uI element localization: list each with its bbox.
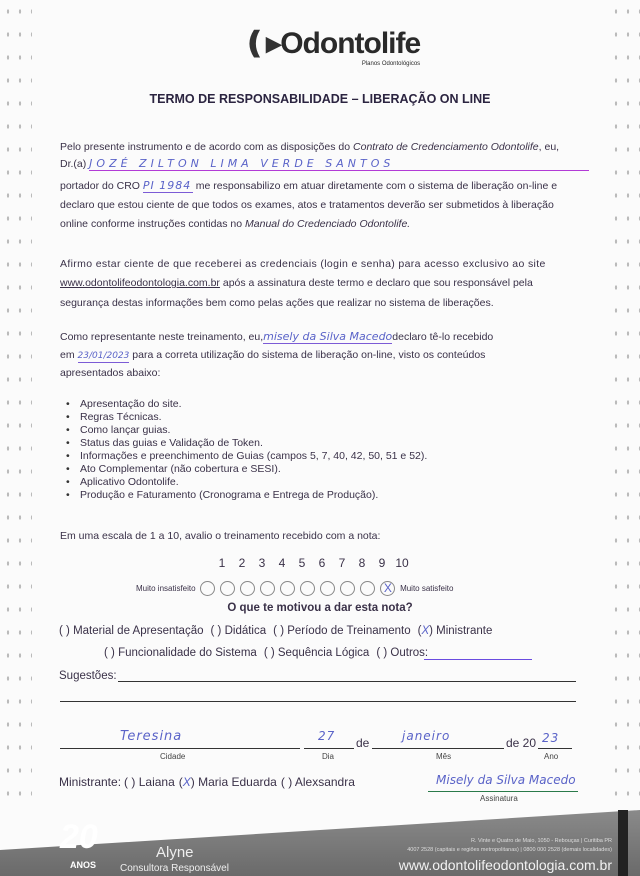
document-title: TERMO DE RESPONSABILIDADE – LIBERAÇÃO ON LINE: [149, 92, 491, 106]
side-strip: [618, 810, 628, 876]
checkbox[interactable]: (: [59, 625, 63, 637]
check-mark-icon: X: [182, 775, 191, 789]
rating-number: 10: [395, 556, 409, 570]
representative-name-field[interactable]: misely da Silva Macedo: [263, 330, 393, 343]
text: Pelo presente instrumento e de acordo com as disposições do: [60, 141, 354, 153]
text: para a correta utilização do sistema de liberação on-line, visto os conteúdos: [129, 349, 486, 361]
signature: Misely da Silva Macedo: [436, 773, 576, 787]
checkbox-close: ): [111, 647, 119, 659]
option-label: Maria Eduarda: [198, 775, 277, 789]
checkbox-close: ): [131, 775, 139, 789]
city-field[interactable]: Teresina: [120, 729, 183, 744]
motivation-question: O que te motivou a dar esta nota?: [227, 602, 413, 614]
p3-line1: [60, 331, 493, 344]
month-line: [372, 748, 504, 749]
rating-option-4[interactable]: [260, 581, 275, 596]
cro-field[interactable]: PI 1984: [142, 179, 192, 192]
list-item: • Aplicativo Odontolife.: [66, 476, 427, 489]
list-item: • Como lançar guias.: [66, 424, 427, 437]
rating-number: 2: [238, 556, 246, 570]
year-label: Ano: [544, 752, 559, 761]
p1-line4: declaro que estou ciente de que todos os exames, atos e tratamentos deverão ser submetidos à liberação: [60, 199, 554, 211]
checkbox-close: ): [280, 625, 288, 637]
checkbox-close: ): [217, 625, 225, 637]
rating-option-5[interactable]: [280, 581, 295, 596]
checkbox[interactable]: (: [273, 625, 277, 637]
text: portador do CRO: [60, 180, 143, 192]
checkbox-close: ): [66, 625, 74, 637]
month-label: Mês: [436, 752, 452, 761]
phones: 4007 2528 (capitais e regiões metropolitanas) | 0800 000 2528 (demais localidades): [407, 847, 612, 853]
option-label: Sequência Lógica: [277, 647, 370, 659]
option-label: Laiana: [138, 775, 175, 789]
checkbox-close: ): [190, 775, 199, 789]
option-label: Funcionalidade do Sistema: [118, 647, 257, 659]
text: de: [356, 736, 370, 750]
rating-option-6[interactable]: [300, 581, 315, 596]
month-field[interactable]: janeiro: [402, 729, 451, 743]
p2-line1: Afirmo estar ciente de que receberei as credenciais (login e senha) para acesso exclusivo ao site: [60, 258, 546, 270]
rating-scale-numbers: [212, 556, 412, 570]
list-item: • Regras Técnicas.: [66, 411, 427, 424]
footer-banner: [0, 810, 640, 876]
option-label: Ministrante: [436, 625, 493, 637]
text: Contrato de Credenciamento Odontolife: [353, 141, 539, 153]
rating-number: 5: [298, 556, 306, 570]
suggestions-label: Sugestões:: [59, 670, 117, 682]
consultant-role: Consultora Responsável: [120, 863, 229, 874]
rating-number: 1: [218, 556, 226, 570]
text: Como representante neste treinamento, eu,: [60, 331, 264, 343]
day-line: [304, 748, 354, 749]
motivation-option[interactable]: [104, 647, 257, 659]
option-label: Material de Apresentação: [73, 625, 204, 637]
checkbox[interactable]: (: [376, 647, 381, 659]
high-label: Muito satisfeito: [400, 584, 454, 593]
rating-row: [136, 580, 453, 597]
rating-option-9[interactable]: [360, 581, 375, 596]
low-label: Muito insatisfeito: [136, 584, 196, 593]
dentist-name-field[interactable]: JOZÉ ZILTON LIMA VERDE SANTOS: [89, 158, 589, 171]
ministrante-option[interactable]: [179, 775, 277, 789]
motivation-option[interactable]: [211, 625, 267, 637]
training-date-field[interactable]: 23/01/2023: [77, 351, 130, 361]
list-item: • Informações e preenchimento de Guias (campos 5, 7, 40, 42, 50, 51 e 52).: [66, 450, 427, 463]
checkbox-close: ): [288, 775, 295, 789]
year-field[interactable]: 23: [542, 731, 560, 745]
city-label: Cidade: [160, 752, 186, 761]
checkbox[interactable]: (: [104, 647, 108, 659]
rating-prompt: Em uma escala de 1 a 10, avalio o treinamento recebido com a nota:: [60, 530, 381, 542]
logo-tagline: Planos Odontológicos: [361, 61, 421, 67]
rating-option-3[interactable]: [240, 581, 255, 596]
text: Manual do Credenciado Odontolife.: [245, 218, 411, 230]
text: declaro tê-lo recebido: [392, 331, 494, 343]
checkbox-close: ): [383, 647, 391, 659]
checkbox[interactable]: (: [417, 625, 422, 637]
border-dots-left: [2, 0, 32, 810]
odontolife-logo: [242, 28, 420, 68]
logo-icon: ❪▸: [242, 27, 281, 60]
motivation-option[interactable]: [273, 625, 410, 637]
checkbox-close: ): [270, 647, 278, 659]
text: , eu,: [538, 141, 560, 153]
rating-option-7[interactable]: [320, 581, 335, 596]
signature-label: Assinatura: [480, 794, 518, 803]
text: após a assinatura deste termo e declaro que sou responsável pela: [219, 277, 533, 289]
border-dots-right: [610, 0, 640, 810]
year-line: [538, 748, 572, 749]
p3-line3: apresentados abaixo:: [60, 367, 161, 379]
check-mark-icon: X: [383, 581, 392, 596]
p1-line1: [60, 141, 559, 153]
motivation-option[interactable]: [418, 625, 493, 637]
ministrante-option[interactable]: [281, 775, 355, 789]
option-label: Alexsandra: [294, 775, 355, 789]
rating-option-1[interactable]: [200, 581, 215, 596]
site-link[interactable]: www.odontolifeodontologia.com.br: [60, 277, 220, 289]
ministrante-row: [59, 775, 359, 789]
anniversary-badge: 20: [60, 818, 98, 856]
p2-line2: [60, 277, 533, 289]
footer-website[interactable]: www.odontolifeodontologia.com.br: [398, 857, 612, 873]
address: R. Vinte e Quatro de Maio, 1050 - Rebouças | Curitiba PR: [470, 838, 612, 844]
rating-number: 4: [278, 556, 286, 570]
signature-line: [428, 791, 578, 792]
logo-text: Odontolife: [280, 27, 421, 60]
rating-option-10[interactable]: [380, 581, 395, 596]
text: em: [60, 349, 78, 361]
p1-line2: [60, 158, 589, 171]
topics-list: [66, 398, 427, 502]
check-mark-icon: X: [421, 625, 430, 637]
others-line: [424, 659, 532, 660]
rating-option-2[interactable]: [220, 581, 235, 596]
rating-circles: [198, 581, 398, 596]
checkbox[interactable]: (: [263, 647, 268, 659]
rating-number: 6: [318, 556, 326, 570]
motivation-options-row1: [59, 625, 499, 637]
rating-number: 9: [378, 556, 386, 570]
option-label: Didática: [224, 625, 267, 637]
checkbox-close: ): [429, 625, 437, 637]
day-field[interactable]: 27: [318, 729, 336, 743]
consultant-name: Alyne: [156, 844, 194, 861]
anniversary-sub: ANOS: [70, 860, 97, 870]
checkbox[interactable]: (: [280, 775, 285, 789]
city-line: [60, 748, 300, 749]
list-item: • Apresentação do site.: [66, 398, 427, 411]
list-item: • Ato Complementar (não cobertura e SESI).: [66, 463, 427, 476]
list-item: • Status das guias e Validação de Token.: [66, 437, 427, 450]
motivation-option[interactable]: [376, 647, 428, 659]
suggestions-line-1[interactable]: [118, 681, 576, 682]
day-label: Dia: [322, 752, 335, 761]
motivation-options-row2: [104, 647, 435, 659]
rating-number: 3: [258, 556, 266, 570]
p1-line5: [60, 218, 410, 230]
text: de 20: [506, 736, 537, 750]
text: me responsabilizo em atuar diretamente com o sistema de liberação on-line e: [192, 180, 558, 192]
rating-number: 7: [338, 556, 346, 570]
rating-option-8[interactable]: [340, 581, 355, 596]
ministrante-label: Ministrante:: [59, 775, 122, 789]
option-label: Outros:: [390, 647, 429, 659]
checkbox[interactable]: (: [178, 775, 183, 789]
p3-line2: [60, 349, 485, 363]
p2-line3: segurança destas informações bem como pelas ações que realizar no sistema de liberações.: [60, 297, 494, 309]
ministrante-option[interactable]: [124, 775, 175, 789]
option-label: Período de Treinamento: [287, 625, 411, 637]
checkbox[interactable]: (: [210, 625, 215, 637]
p1-line3: [60, 180, 557, 193]
list-item: • Produção e Faturamento (Cronograma e Entrega de Produção).: [66, 489, 427, 502]
dr-label: Dr.(a): [60, 158, 87, 170]
checkbox[interactable]: (: [124, 775, 129, 789]
text: online conforme instruções contidas no: [60, 218, 246, 230]
suggestions-line-2[interactable]: [60, 701, 576, 702]
rating-number: 8: [358, 556, 366, 570]
motivation-option[interactable]: [59, 625, 204, 637]
motivation-option[interactable]: [264, 647, 370, 659]
